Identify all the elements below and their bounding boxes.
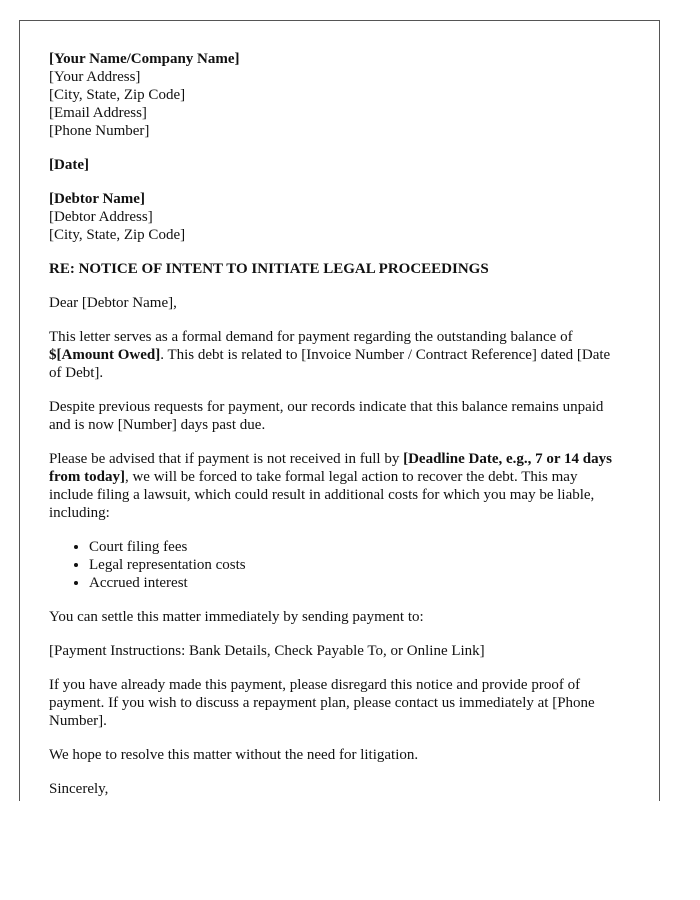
paragraph-deadline [49,450,624,522]
sender-address: [Your Address] [49,69,141,85]
paragraph-deadline-text-1: Please be advised that if payment is not received in full by [49,451,404,467]
list-item: • Legal representation costs [89,556,624,574]
paragraph-past-due: Despite previous requests for payment, our records indicate that this balance remains unpaid and is now [Number] days past due. [49,399,604,433]
letter-content [49,50,624,801]
letter-date: [Date] [49,157,89,173]
sender-city: [City, State, Zip Code] [49,87,186,103]
deadline-date: [Deadline Date, e.g., 7 or 14 days from today] [49,451,612,485]
sender-phone: [Phone Number] [49,123,150,139]
costs-list [49,538,624,592]
subject-line: RE: NOTICE OF INTENT TO INITIATE LEGAL PROCEEDINGS [49,261,489,277]
salutation: Dear [Debtor Name], [49,295,177,311]
recipient-block [49,190,624,244]
paragraph-settle: You can settle this matter immediately by sending payment to: [49,609,424,625]
sender-email: [Email Address] [49,105,147,121]
payment-instructions: [Payment Instructions: Bank Details, Check Payable To, or Online Link] [49,643,485,659]
sender-name: [Your Name/Company Name] [49,51,240,67]
letter-page [19,20,660,801]
sender-block [49,50,624,140]
paragraph-demand-text-1: This letter serves as a formal demand for payment regarding the outstanding balance of [49,329,573,345]
recipient-name: [Debtor Name] [49,191,145,207]
list-item: • Court filing fees [89,538,624,556]
paragraph-demand [49,328,624,382]
list-item: • Accrued interest [89,574,624,592]
paragraph-demand-text-2: . This debt is related to [Invoice Number / Contract Reference] dated [Date of Debt]. [49,347,611,381]
paragraph-resolve: We hope to resolve this matter without the need for litigation. [49,747,419,763]
paragraph-already-paid: If you have already made this payment, please disregard this notice and provide proof of payment. If you wish to discuss a repayment plan, please contact us immediately at [Phone Number]. [49,677,595,729]
amount-owed: $[Amount Owed] [49,347,161,363]
recipient-city: [City, State, Zip Code] [49,227,186,243]
paragraph-deadline-text-2: , we will be forced to take formal legal action to recover the debt. This may include filing a lawsuit, which could result in additional costs for which you may be liable, including: [49,469,595,521]
recipient-address: [Debtor Address] [49,209,153,225]
closing: Sincerely, [49,781,109,797]
